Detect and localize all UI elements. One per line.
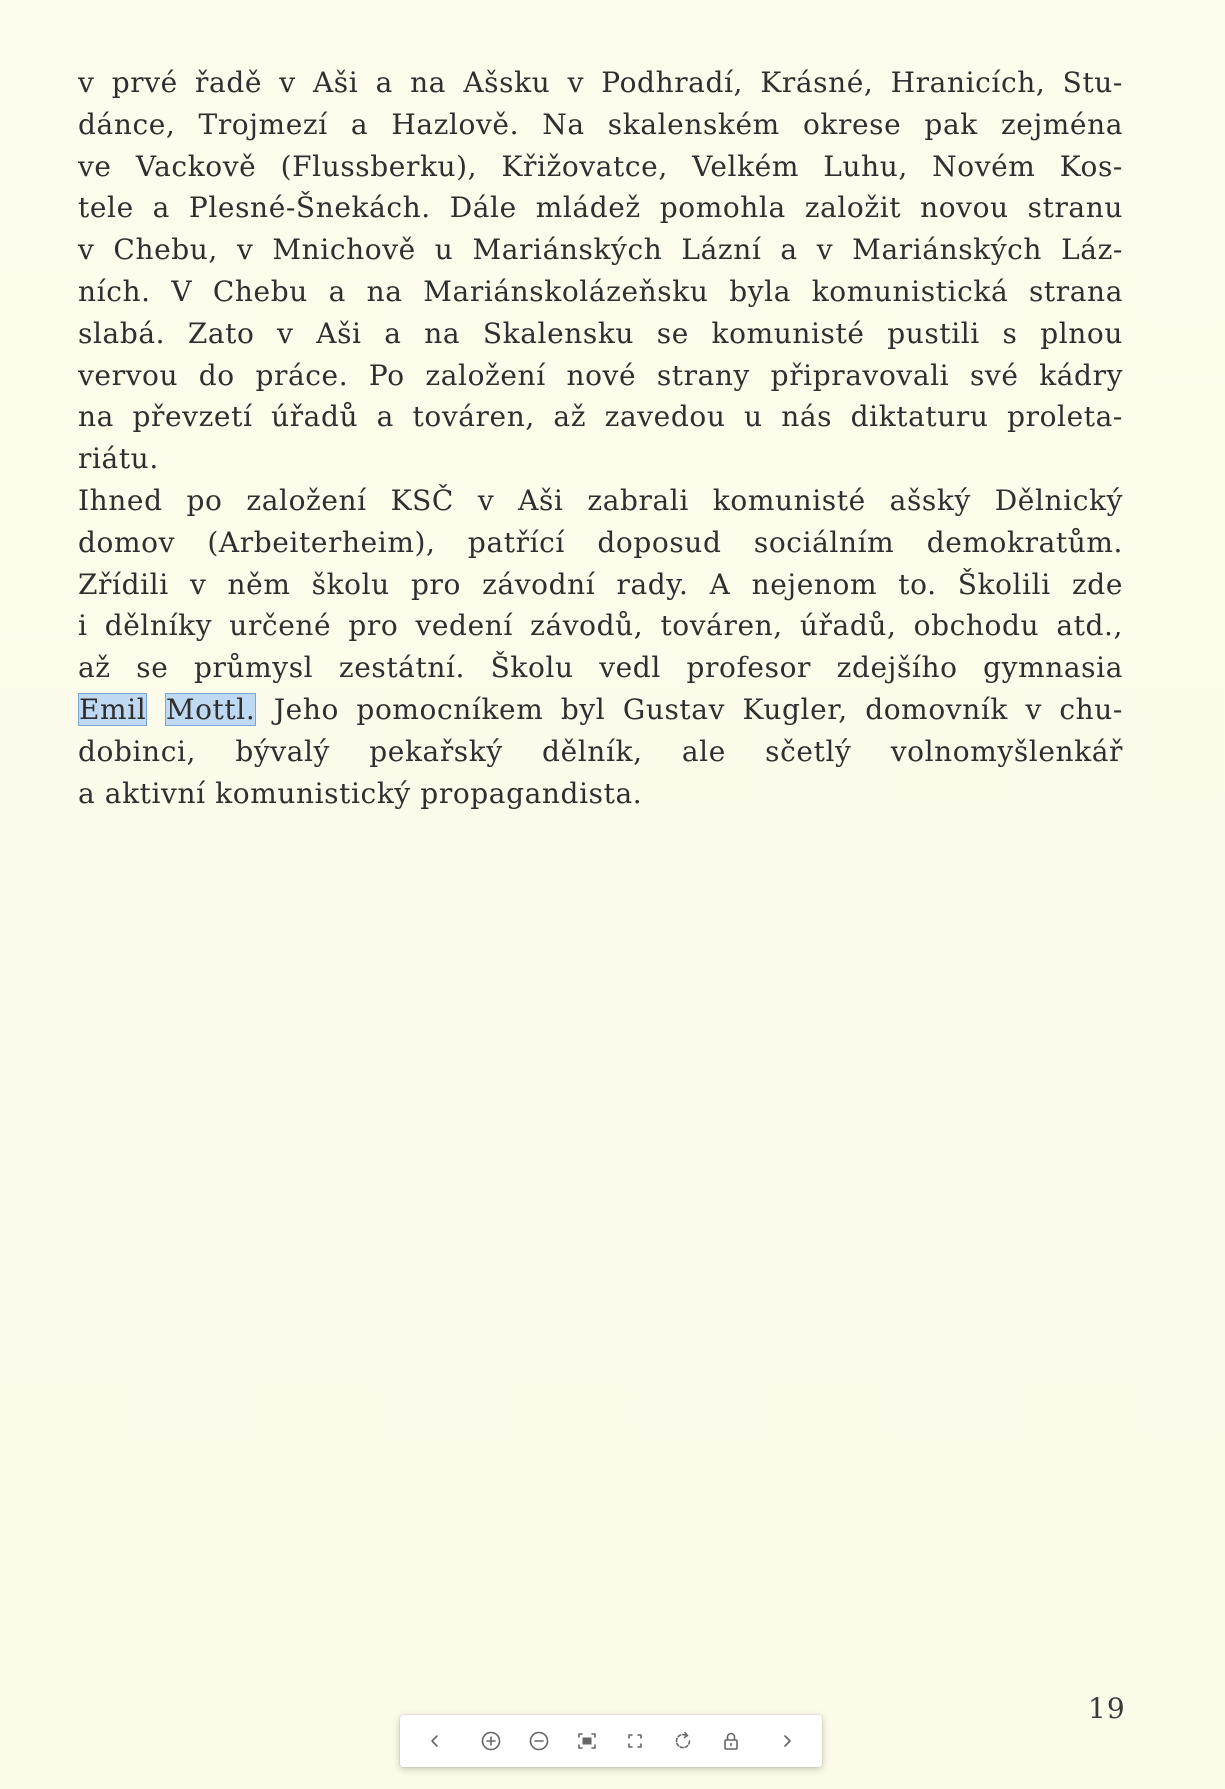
fullscreen-icon [623,1729,647,1753]
text-line: Ihned po založení KSČ v Aši zabrali komunisté ašský Dělnický [78,483,1123,517]
lock-icon [719,1729,743,1753]
next-page-button[interactable] [770,1724,804,1758]
zoom-in-icon [479,1729,503,1753]
paragraph-2 [78,480,1123,814]
fit-page-button[interactable] [570,1724,604,1758]
text-line: riátu. [78,442,159,476]
document-text [78,62,1123,814]
zoom-out-icon [527,1729,551,1753]
fullscreen-button[interactable] [618,1724,652,1758]
highlighted-text-surname[interactable]: Mottl. [165,692,256,726]
fit-page-icon [575,1729,599,1753]
text-line: až se průmysl zestátní. Školu vedl profesor zdejšího gymnasia [78,651,1123,685]
text-line: v Chebu, v Mnichově u Mariánských Lázní a v Mariánských Láz- [78,233,1123,267]
prev-page-button[interactable] [418,1724,452,1758]
lock-button[interactable] [714,1724,748,1758]
zoom-in-button[interactable] [474,1724,508,1758]
rotate-icon [671,1729,695,1753]
text-line: vervou do práce. Po založení nové strany připravovali své kádry [78,358,1123,392]
chevron-left-icon [423,1729,447,1753]
text-line: domov (Arbeiterheim), patřící doposud sociálním demokratům. [78,525,1123,559]
toolbar-actions [474,1724,748,1758]
text-line: dobinci, bývalý pekařský dělník, ale sčetlý volnomyšlenkář [78,734,1123,768]
text-line: v prvé řadě v Aši a na Ašsku v Podhradí, Krásné, Hranicích, Stu- [78,66,1123,99]
zoom-out-button[interactable] [522,1724,556,1758]
text-line: i dělníky určené pro vedení závodů, továren, úřadů, obchodu atd., [78,609,1123,643]
text-line: ve Vackově (Flussberku), Křižovatce, Velkém Luhu, Novém Kos- [78,149,1123,183]
rotate-button[interactable] [666,1724,700,1758]
viewer-toolbar [400,1715,822,1767]
text-line-with-highlight [78,689,1123,731]
text-line: tele a Plesné-Šnekách. Dále mládež pomohla založit novou stranu [78,191,1123,225]
paragraph-1 [78,62,1123,480]
text-line: slabá. Zato v Aši a na Skalensku se komunisté pustili s plnou [78,316,1123,350]
text-line: dánce, Trojmezí a Hazlově. Na skalenském okrese pak zejména [78,107,1123,141]
page-number: 19 [1088,1692,1126,1725]
text-line: Zřídili v něm školu pro závodní rady. A nejenom to. Školili zde [78,567,1123,601]
text-line: a aktivní komunistický propagandista. [78,776,643,810]
chevron-right-icon [775,1729,799,1753]
text-line-remainder: Jeho pomocníkem byl Gustav Kugler, domovník v chu- [256,692,1123,726]
highlighted-text-first-name[interactable]: Emil [79,692,147,726]
text-line: ních. V Chebu a na Mariánskolázeňsku byla komunistická strana [78,274,1123,308]
text-line: na převzetí úřadů a továren, až zavedou u nás diktaturu proleta- [78,400,1123,434]
